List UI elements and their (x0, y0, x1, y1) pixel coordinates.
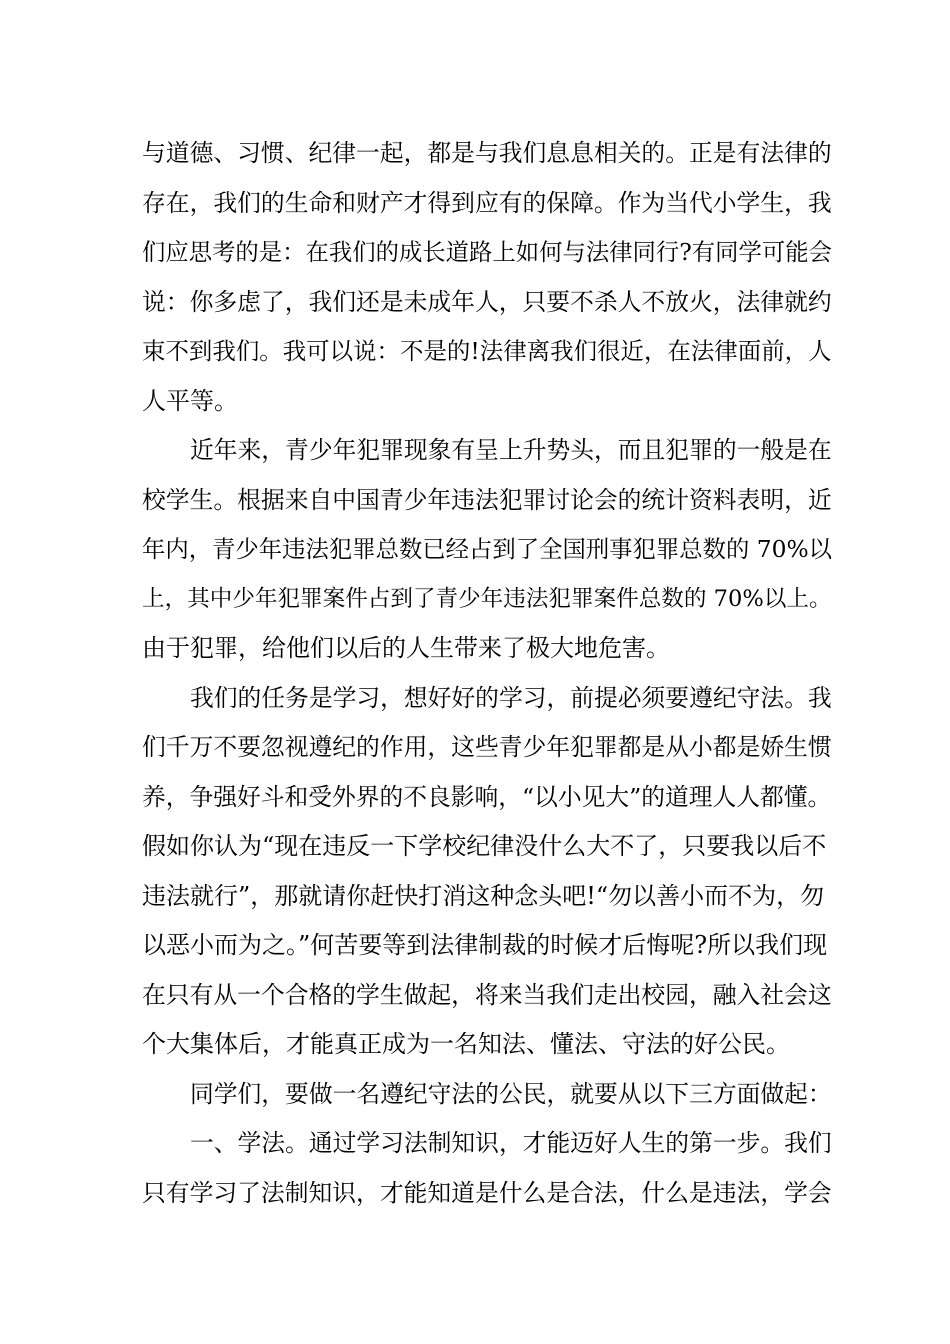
text-line: 与道德、习惯、纪律一起，都是与我们息息相关的。正是有法律的 (142, 139, 832, 167)
text-line: 由于犯罪，给他们以后的人生带来了极大地危害。 (142, 634, 670, 662)
text-line: 束不到我们。我可以说：不是的!法律离我们很近，在法律面前，人 (142, 337, 832, 365)
text-line: 个大集体后，才能真正成为一名知法、懂法、守法的好公民。 (142, 1030, 790, 1058)
text-line: 们千万不要忽视遵纪的作用，这些青少年犯罪都是从小都是娇生惯 (142, 733, 832, 761)
text-line: 一、学法。通过学习法制知识，才能迈好人生的第一步。我们 (190, 1129, 832, 1157)
text-line: 我们的任务是学习，想好好的学习，前提必须要遵纪守法。我 (190, 683, 832, 712)
text-line: 存在，我们的生命和财产才得到应有的保障。作为当代小学生，我 (142, 188, 832, 217)
text-line: 只有学习了法制知识，才能知道是什么是合法，什么是违法，学会 (142, 1178, 832, 1207)
text-line: 人平等。 (142, 386, 238, 415)
text-line: 上，其中少年犯罪案件占到了青少年违法犯罪案件总数的 70%以上。 (142, 585, 832, 612)
text-line: 校学生。根据来自中国青少年违法犯罪讨论会的统计资料表明，近 (142, 485, 832, 514)
text-line: 假如你认为“现在违反一下学校纪律没什么大不了，只要我以后不 (142, 832, 827, 860)
text-line: 在只有从一个合格的学生做起，将来当我们走出校园，融入社会这 (142, 980, 832, 1009)
text-line: 说：你多虑了，我们还是未成年人，只要不杀人不放火，法律就约 (142, 287, 832, 316)
text-line: 近年来，青少年犯罪现象有呈上升势头，而且犯罪的一般是在 (190, 436, 832, 464)
text-line: 以恶小而为之。”何苦要等到法律制裁的时候才后悔呢?所以我们现 (142, 931, 828, 959)
text-line: 违法就行”，那就请你赶快打消这种念头吧!“勿以善小而不为，勿 (142, 881, 825, 910)
text-line: 养，争强好斗和受外界的不良影响，“以小见大”的道理人人都懂。 (142, 782, 832, 811)
text-line: 同学们，要做一名遵纪守法的公民，就要从以下三方面做起： (190, 1079, 832, 1108)
text-line: 们应思考的是：在我们的成长道路上如何与法律同行?有同学可能会 (142, 238, 832, 266)
text-line: 年内，青少年违法犯罪总数已经占到了全国刑事犯罪总数的 70%以 (142, 535, 833, 563)
body-text (142, 129, 832, 1218)
